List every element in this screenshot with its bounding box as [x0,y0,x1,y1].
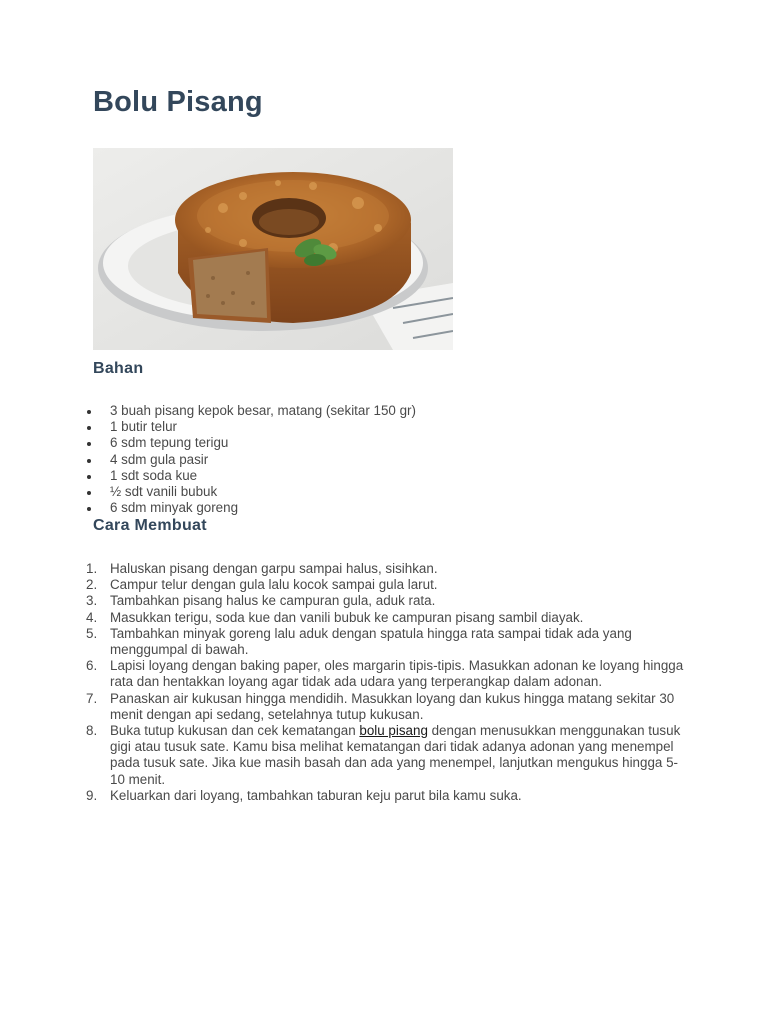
step-number: 5. [86,625,98,641]
step-text-after: dengan menusukkan menggunakan tusuk gigi atau tusuk sate. Kamu bisa melihat kematangan dari tidak adanya adonan yang menempel pada tusuk sate. Jika kue masih basah dan ada yang menempel, lanjutkan mengukus hingga 5-10 menit. [110,723,681,787]
step-text: Tambahkan pisang halus ke campuran gula, aduk rata. [110,593,436,609]
ingredient-item: 4 sdm gula pasir [0,452,700,468]
page-title: Bolu Pisang [93,86,263,118]
ingredient-item: 6 sdm tepung terigu [0,435,700,451]
ingredients-heading: Bahan [93,360,144,377]
step-item [0,788,690,804]
step-number: 8. [86,723,98,739]
step-text: Haluskan pisang dengan garpu sampai halus, sisihkan. [110,561,438,576]
step-number: 3. [86,593,98,609]
step-number: 1. [86,561,98,576]
step-text: Panaskan air kukusan hingga mendidih. Masukkan loyang dan kukus hingga matang sekitar 30 menit dengan api sedang, setelahnya tutup kukusan. [110,690,675,722]
steps-list [0,561,690,804]
recipe-photo [93,148,453,350]
step-item [0,610,690,626]
step-item [0,561,690,577]
step-text: Campur telur dengan gula lalu kocok sampai gula larut. [110,577,438,593]
ingredient-item: 3 buah pisang kepok besar, matang (sekitar 150 gr) [0,403,700,419]
ingredient-item: 6 sdm minyak goreng [0,500,700,516]
step-number: 2. [86,577,98,593]
steps-heading: Cara Membuat [93,517,207,534]
step-text: Tambahkan minyak goreng lalu aduk dengan spatula hingga rata sampai tidak ada yang menggumpal di bawah. [110,625,632,658]
step-text: Lapisi loyang dengan baking paper, oles margarin tipis-tipis. Masukkan adonan ke loyang hingga rata dan hentakkan loyang agar tidak ada udara yang terperangkap dalam adonan. [110,658,684,690]
ingredient-item: ½ sdt vanili bubuk [0,484,700,500]
step-number: 9. [86,787,98,803]
step-item [0,691,690,723]
step-text: Masukkan terigu, soda kue dan vanili bubuk ke campuran pisang sambil diayak. [110,609,584,625]
step-item [0,626,690,658]
step-item [0,577,690,593]
step-item [0,723,690,788]
step-text: Keluarkan dari loyang, tambahkan taburan keju parut bila kamu suka. [110,787,522,803]
step-text-before: Buka tutup kukusan dan cek kematangan [110,723,360,739]
step-number: 4. [86,609,98,625]
step-number: 6. [86,658,98,674]
bolu-pisang-link[interactable]: bolu pisang [359,723,428,739]
step-item [0,658,690,690]
step-number: 7. [86,690,98,706]
step-item [0,593,690,609]
ingredient-item: 1 butir telur [0,419,700,435]
ingredient-item: 1 sdt soda kue [0,468,700,484]
ingredients-list [0,403,700,516]
